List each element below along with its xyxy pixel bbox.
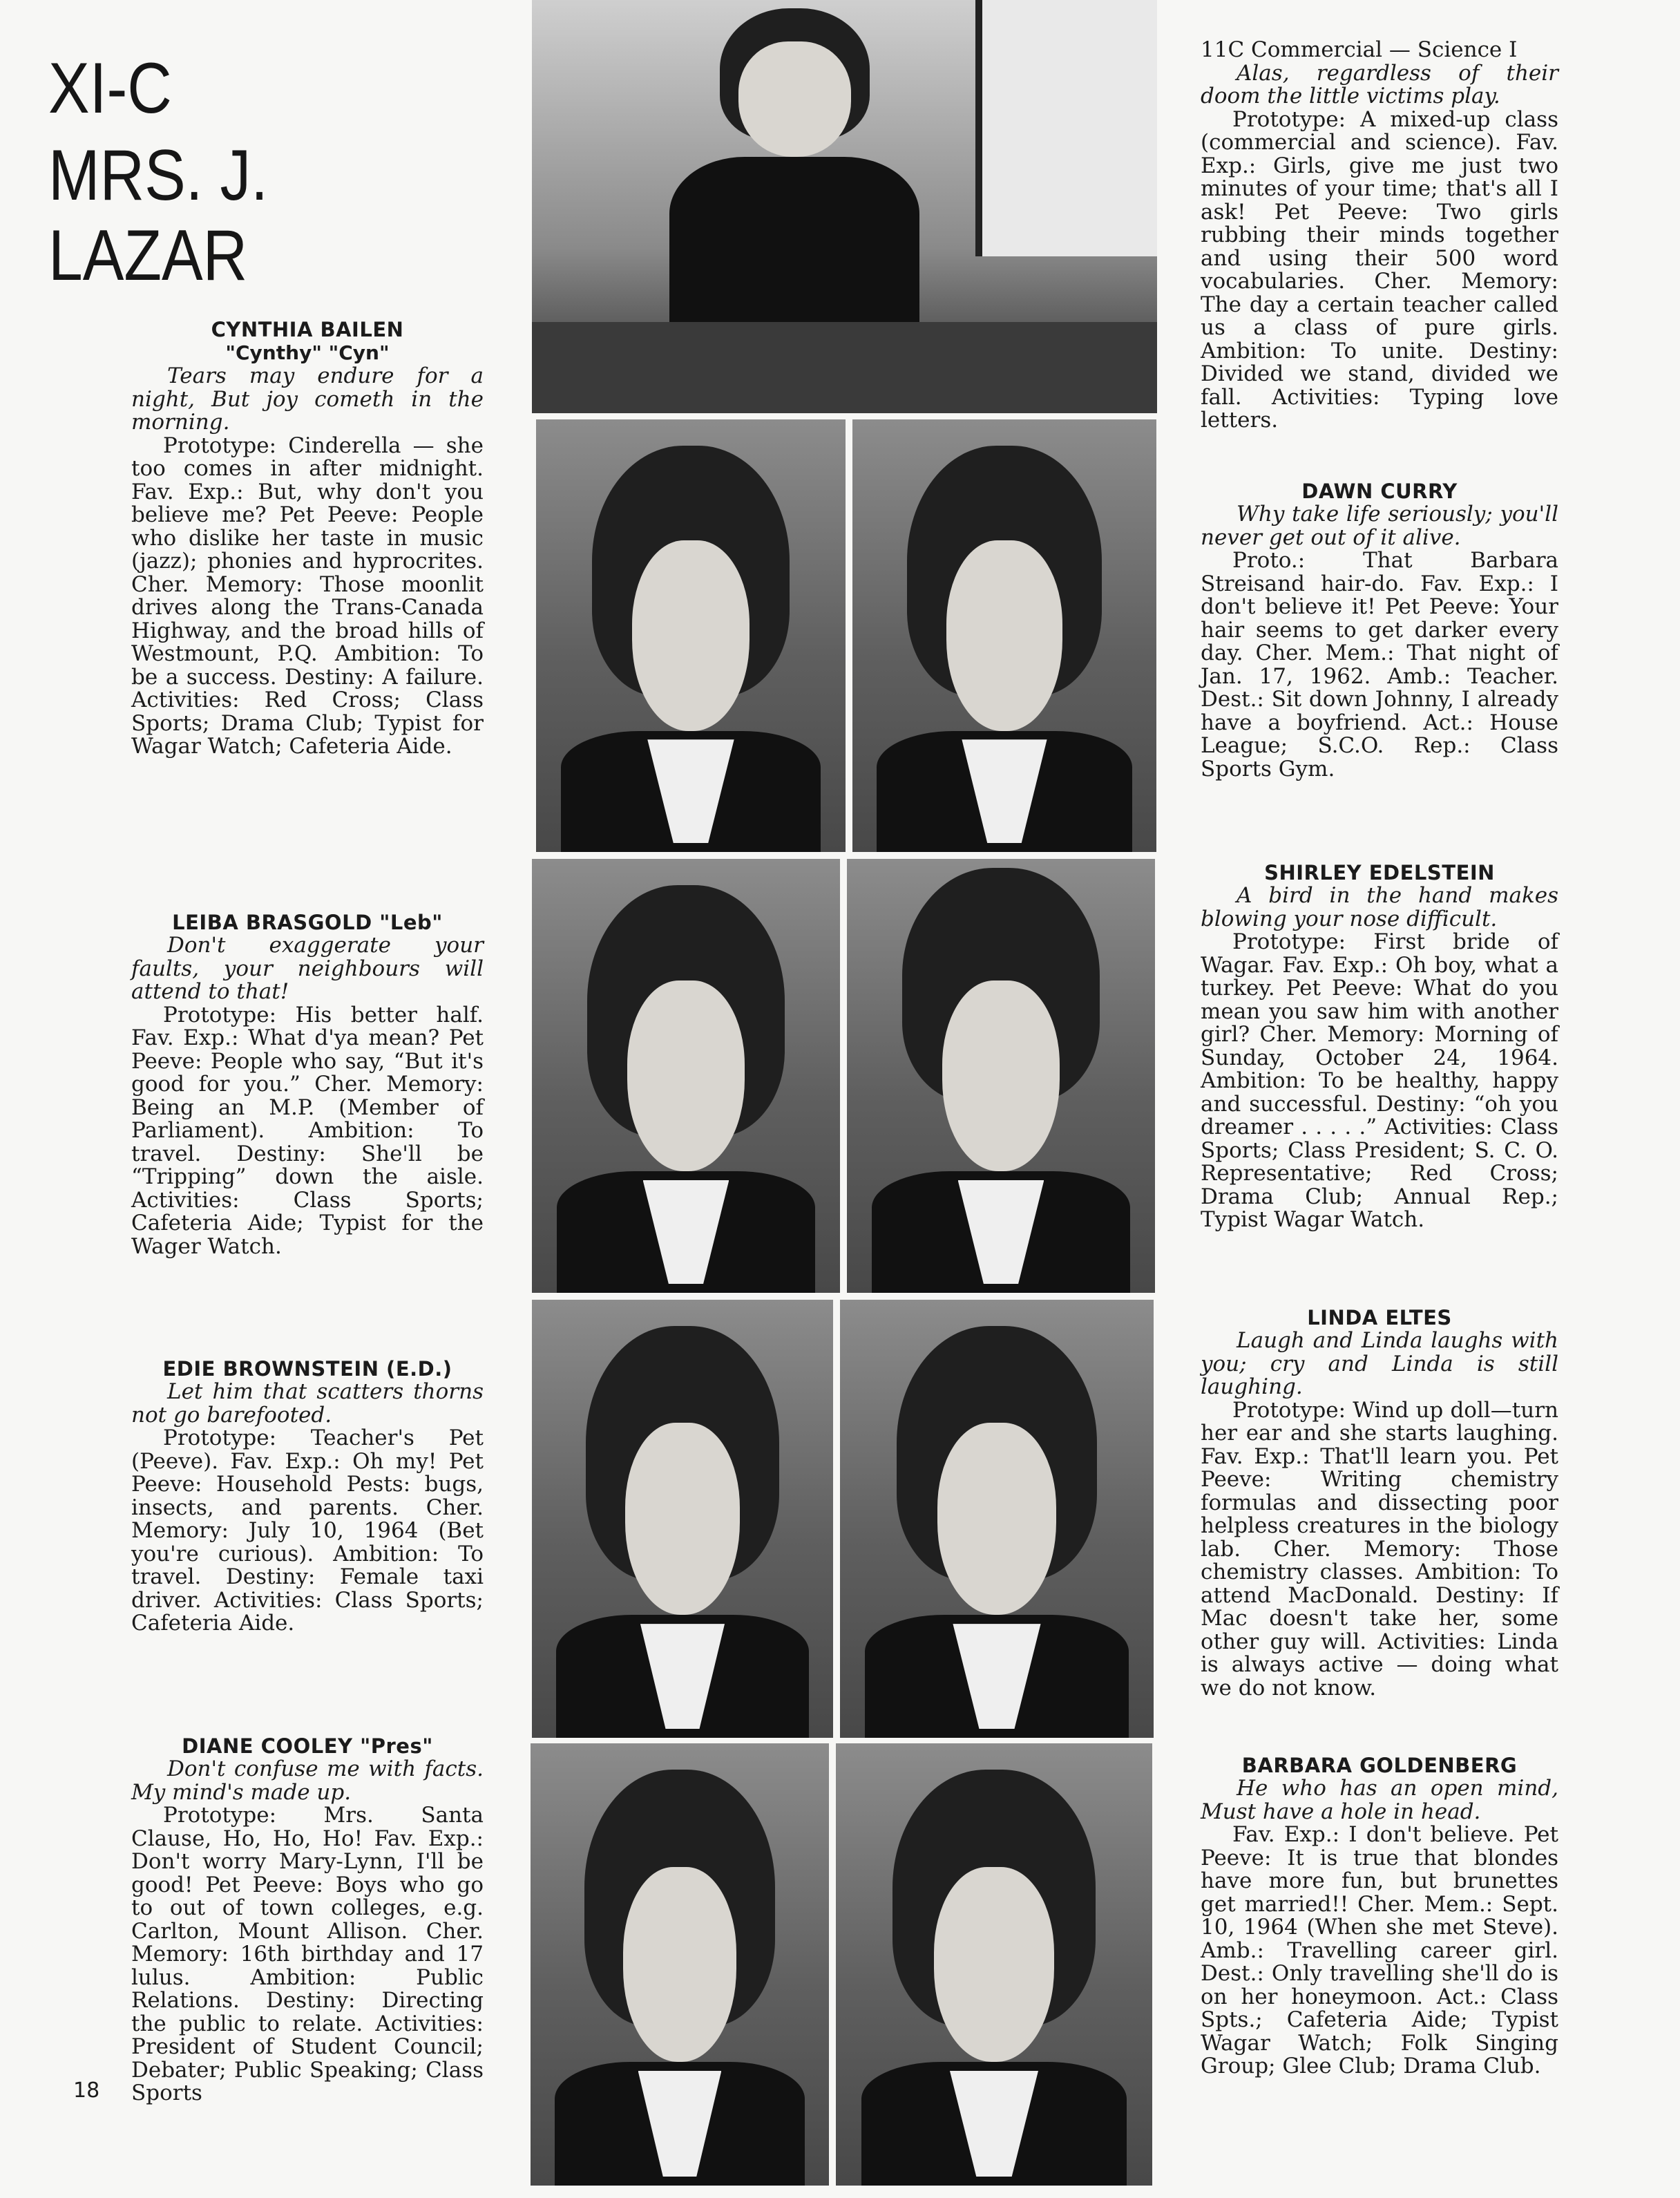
student-bio: Prototype: First bride of Wagar. Fav. Exp.: Oh boy, what a turkey. Pet Peeve: What do you mean you saw him with another girl? Cher. Memory: Morning of Sunday, October 24, 1964. Ambition: To be healthy, happy and successful. Destiny: “oh you dreamer . . . . .” Activities: Class Sports; Class President; S. C. O. Representative; Red Cross; Drama Club; Annual Rep.; Typist Wagar Watch.: [1201, 929, 1558, 1232]
class-quote: Alas, regardless of their doom the little victims play.: [1201, 60, 1558, 108]
entry-cynthia-bailen: [131, 318, 484, 759]
student-quote: Don't exaggerate your faults, your neighbours will attend to that!: [131, 933, 484, 1004]
entry-leiba-brasgold: [131, 911, 484, 1258]
page-heading: [48, 48, 452, 296]
student-bio: Prototype: Wind up doll—turn her ear and she starts laughing. Fav. Exp.: That'll learn you. Pet Peeve: Writing chemistry formulas and dissecting poor helpless creatures in the biology lab. Cher. Memory: Those chemistry classes. Ambition: To attend MacDonald. Destiny: If Mac doesn't take her, some other guy will. Activities: Linda is always active — doing what we do not know.: [1201, 1397, 1558, 1700]
teacher-photo: [532, 0, 1157, 413]
student-photo: [852, 419, 1156, 852]
student-bio: Prototype: His better half. Fav. Exp.: What d'ya mean? Pet Peeve: People who say, “But it's good for you.” Cher. Memory: Being an M.P. (Member of Parliament). Ambition: To travel. Destiny: She'll be “Tripping” down the aisle. Activities: Class Sports; Cafeteria Aide; Typist for the Wager Watch.: [131, 1002, 484, 1259]
student-bio: Proto.: That Barbara Streisand hair-do. Fav. Exp.: I don't believe it! Pet Peeve: Your hair seems to get darker every day. Cher. Mem.: That night of Jan. 17, 1962. Amb.: Teacher. Dest.: Sit down Johnny, I already have a boyfriend. Act.: House League; S.C.O. Rep.: Class Sports Gym.: [1201, 548, 1558, 781]
student-photo: [847, 859, 1155, 1293]
class-bio: Prototype: A mixed-up class (commercial and science). Fav. Exp.: Girls, give me just two minutes of your time; that's all I ask! Pet Peeve: Two girls rubbing their minds together and using their 500 word vocabularies. Cher. Memory: The day a certain teacher called us a class of pure girls. Ambition: To unite. Destiny: Divided we stand, divided we fall. Activities: Typing love letters.: [1201, 106, 1558, 433]
student-quote: Why take life seriously; you'll never get out of it alive.: [1201, 502, 1558, 550]
student-quote: Don't confuse me with facts. My mind's made up.: [131, 1756, 484, 1805]
entry-dawn-curry: [1201, 480, 1558, 781]
class-title: XI-C: [48, 48, 172, 129]
entry-shirley-edelstein: [1201, 861, 1558, 1232]
student-photo: [532, 1300, 833, 1738]
student-name: LEIBA BRASGOLD "Leb": [172, 911, 443, 934]
teacher-name: MRS. J. LAZAR: [48, 135, 269, 296]
student-bio: Fav. Exp.: I don't believe. Pet Peeve: It is true that blondes have more fun, but brunettes get married!! Cher. Mem.: Sept. 10, 1964 (When she met Steve). Amb.: Travelling career girl. Dest.: Only travelling she'll do is on her honeymoon. Act.: Class Spts.; Cafeteria Aide; Typist Wagar Watch; Folk Singing Group; Glee Club; Drama Club.: [1201, 1822, 1558, 2078]
entry-barbara-goldenberg: [1201, 1754, 1558, 2078]
entry-diane-cooley: [131, 1734, 484, 2105]
student-name: SHIRLEY EDELSTEIN: [1264, 861, 1495, 884]
student-photo: [536, 419, 846, 852]
student-quote: Let him that scatters thorns not go barefooted.: [131, 1379, 484, 1428]
student-photo: [840, 1300, 1154, 1738]
student-name: CYNTHIA BAILEN: [211, 318, 404, 341]
student-photo: [532, 859, 840, 1293]
student-quote: He who has an open mind, Must have a hole in head.: [1201, 1776, 1558, 1824]
entry-linda-eltes: [1201, 1306, 1558, 1700]
student-bio: Prototype: Mrs. Santa Clause, Ho, Ho, Ho! Fav. Exp.: Don't worry Mary-Lynn, I'll be good! Pet Peeve: Boys who go to out of town colleges, e.g. Carlton, Mount Allison. Cher. Memory: 16th birthday and 17 lulus. Ambition: Public Relations. Destiny: Directing the public to relate. Activities: President of Student Council; Debater; Public Speaking; Class Sports: [131, 1803, 484, 2105]
class-lead: 11C Commercial — Science I: [1201, 37, 1518, 62]
entry-edie-brownstein: [131, 1357, 484, 1636]
student-name: DIANE COOLEY "Pres": [182, 1734, 433, 1758]
student-photo: [836, 1743, 1152, 2186]
student-name: EDIE BROWNSTEIN (E.D.): [162, 1357, 452, 1381]
entry-class-11c: [1201, 39, 1558, 433]
student-bio: Prototype: Cinderella — she too comes in after midnight. Fav. Exp.: But, why don't you believe me? Pet Peeve: People who dislike her taste in music (jazz); phonies and hyprocrites. Cher. Memory: Those moonlit drives along the Trans-Canada Highway, and the broad hills of Westmount, P.Q. Ambition: To be a success. Destiny: A failure. Activities: Red Cross; Class Sports; Drama Club; Typist for Wagar Watch; Cafeteria Aide.: [131, 433, 484, 759]
student-nickname: "Cynthy" "Cyn": [225, 341, 390, 364]
student-quote: A bird in the hand makes blowing your nose difficult.: [1201, 883, 1558, 931]
student-name: BARBARA GOLDENBERG: [1241, 1754, 1518, 1777]
student-quote: Tears may endure for a night, But joy cometh in the morning.: [131, 363, 484, 435]
student-quote: Laugh and Linda laughs with you; cry and Linda is still laughing.: [1201, 1328, 1558, 1399]
student-bio: Prototype: Teacher's Pet (Peeve). Fav. Exp.: Oh my! Pet Peeve: Household Pests: bugs, insects, and parents. Cher. Memory: July 10, 1964 (Bet you're curious). Ambition: To travel. Destiny: Female taxi driver. Activities: Class Sports; Cafeteria Aide.: [131, 1425, 484, 1636]
student-name: DAWN CURRY: [1301, 480, 1458, 503]
student-name: LINDA ELTES: [1307, 1306, 1452, 1329]
page-number: 18: [73, 2078, 100, 2103]
student-photo: [531, 1743, 829, 2186]
